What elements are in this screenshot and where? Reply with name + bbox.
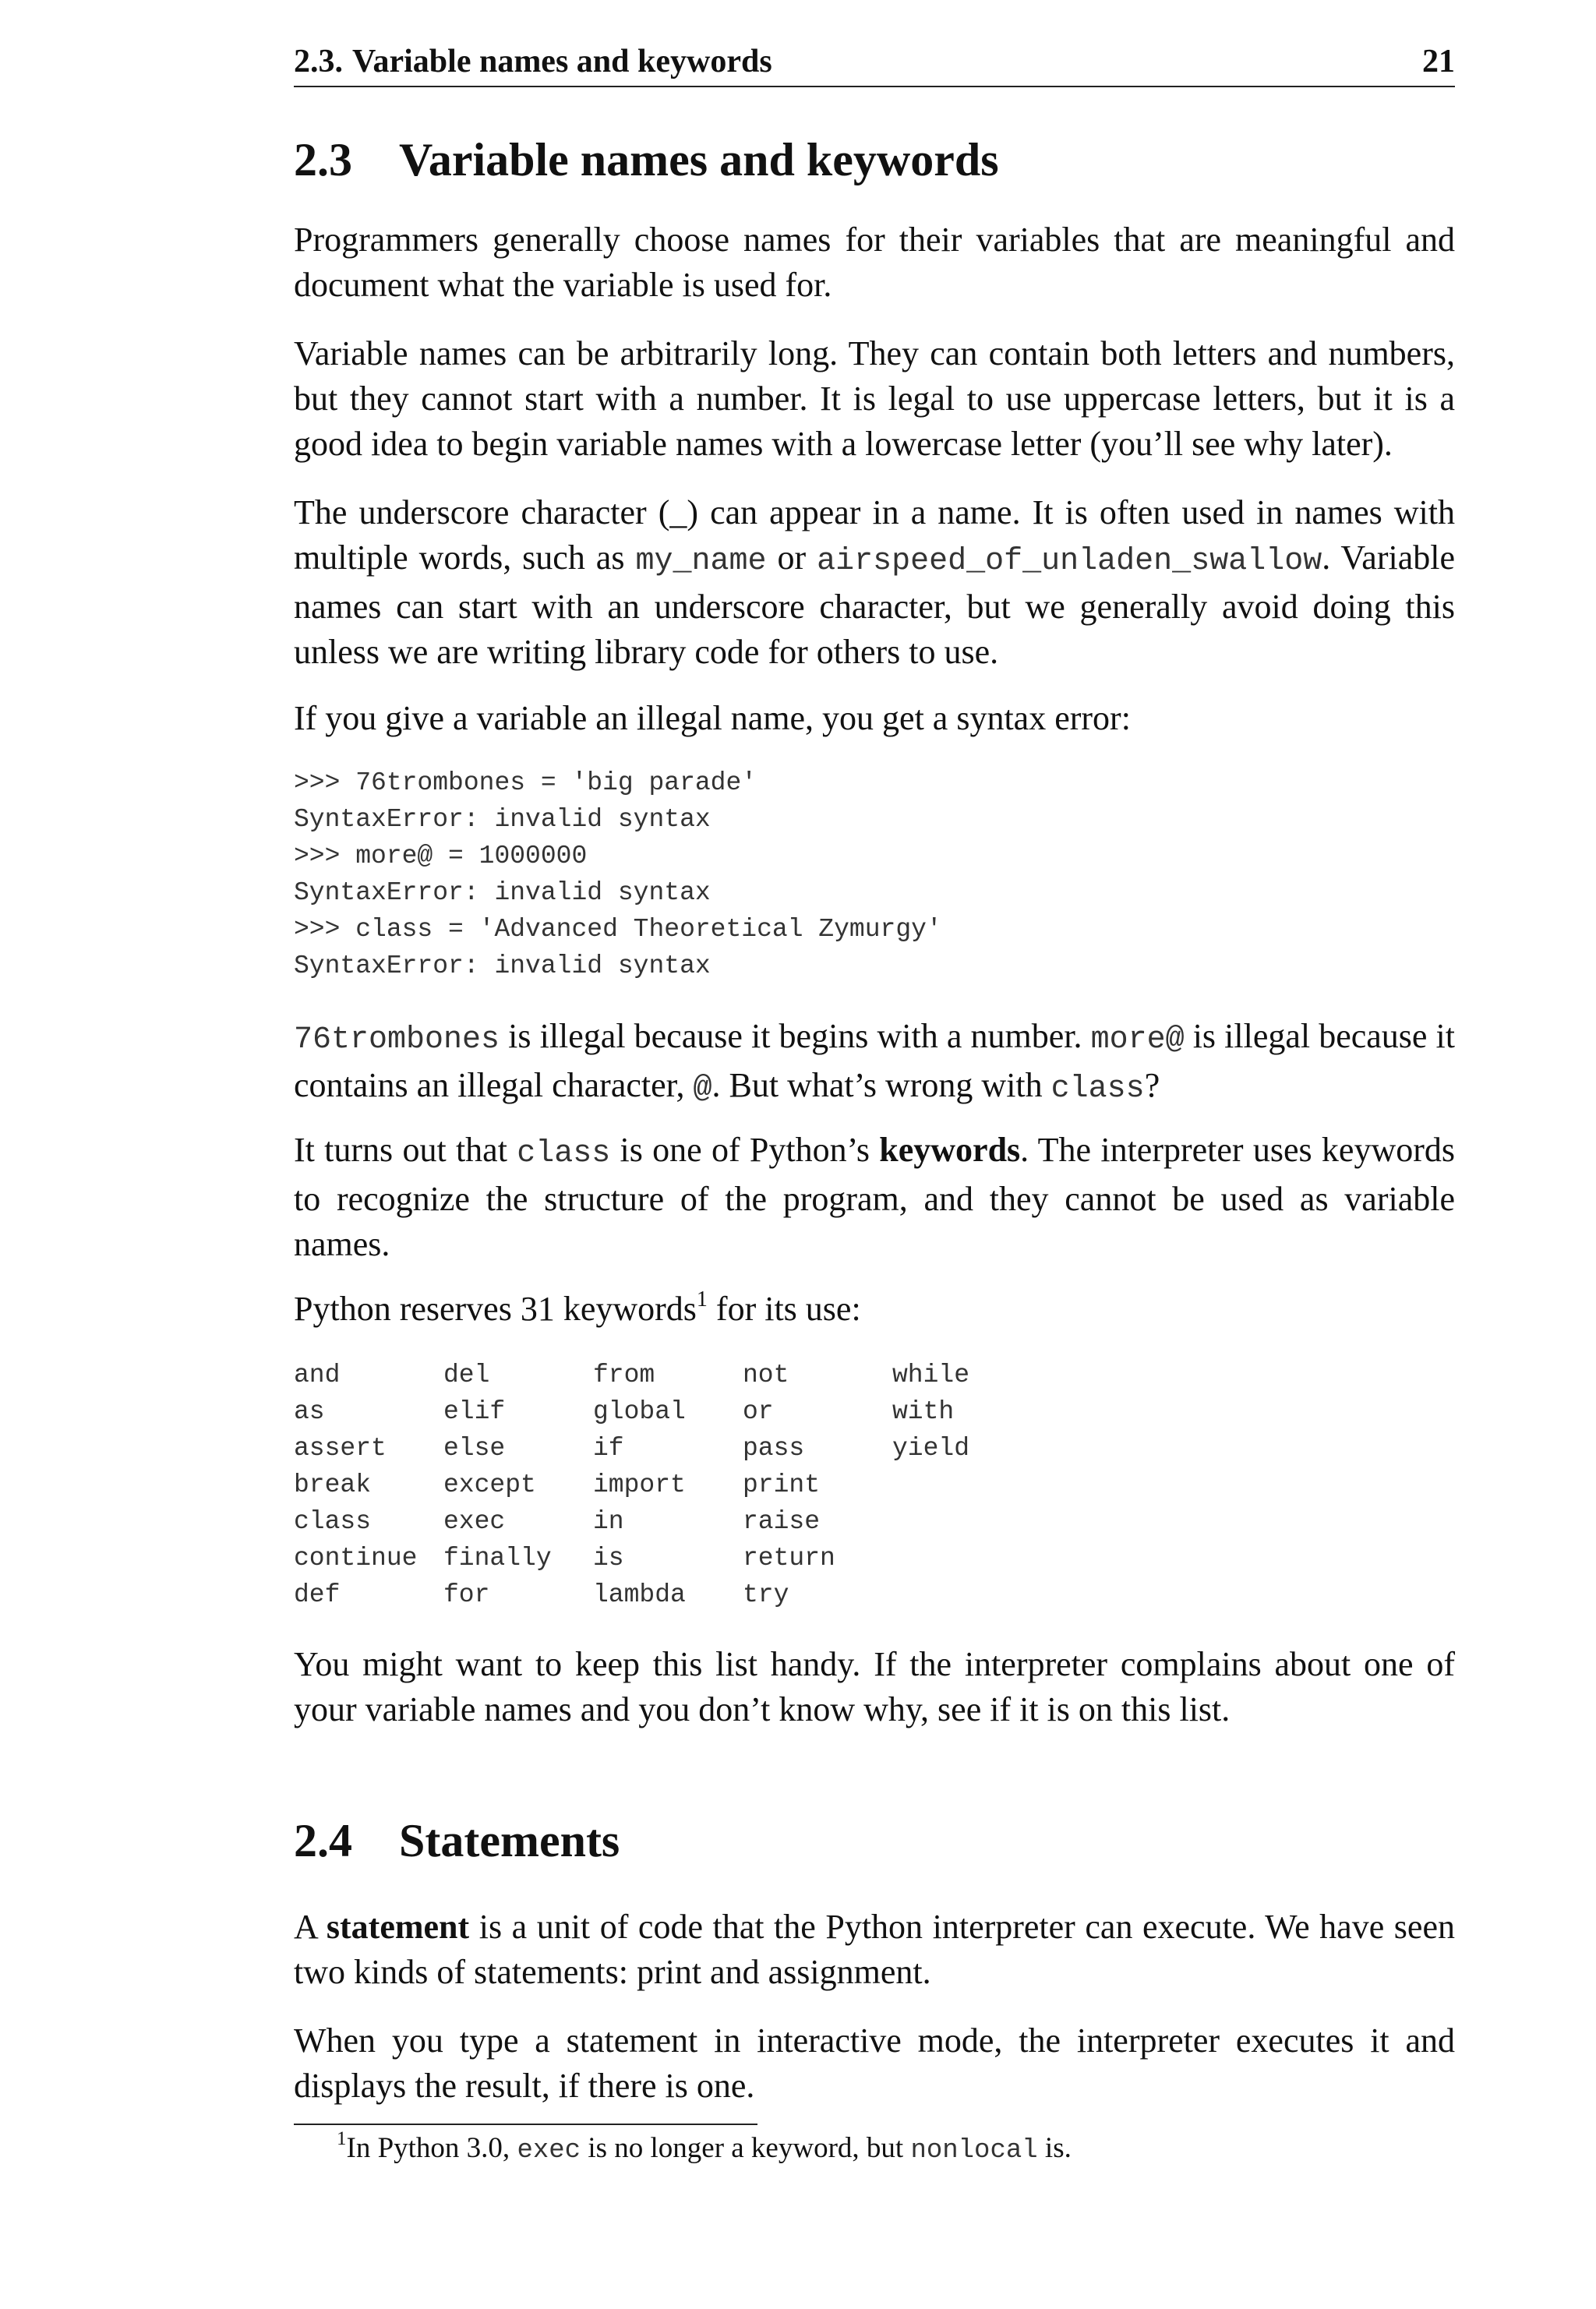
keyword-cell: del <box>443 1361 490 1389</box>
page-number: 21 <box>1422 44 1455 79</box>
keyword-cell: raise <box>743 1507 821 1536</box>
section-title: Statements <box>399 1815 620 1866</box>
section-heading-2-3 <box>294 132 999 187</box>
footnote-rule <box>294 2124 757 2125</box>
keywords-table <box>294 1357 1042 1613</box>
inline-code: 76trombones <box>294 1022 500 1057</box>
keyword-row <box>294 1503 1042 1540</box>
footnote: $^1$In Python 3.0, exec is no longer a keyword, but nonlocal is. <box>337 2128 1072 2166</box>
keyword-row <box>294 1357 1042 1393</box>
bold-term: keywords <box>879 1131 1021 1169</box>
keyword-cell: as <box>294 1397 325 1426</box>
keyword-cell: print <box>743 1470 821 1499</box>
keyword-cell <box>892 1503 1042 1540</box>
keyword-cell: finally <box>443 1544 552 1573</box>
footnote-number: 1 <box>337 2128 347 2149</box>
keyword-row <box>294 1576 1042 1613</box>
paragraph-illegal-explain: 76trombones is illegal because it begins with a number. more@ is illegal because it contains an illegal character, @. But what’s wrong with class? <box>294 1017 1455 1107</box>
keyword-cell: else <box>443 1434 506 1463</box>
keyword-cell <box>892 1576 1042 1613</box>
paragraph-length: Variable names can be arbitrarily long. They can contain both letters and numbers, but they cannot start with a number. It is legal to use uppercase letters, but it is a good idea to begin variable names with a lowercase letter (you’ll see why later). <box>294 334 1455 463</box>
code-example: >>> 76trombones = 'big parade' SyntaxError: invalid syntax >>> more@ = 1000000 SyntaxError: invalid syntax >>> class = 'Advanced Theoretical Zymurgy' SyntaxError: invalid syntax <box>294 768 942 980</box>
paragraph-underscore: The underscore character (_) can appear in a name. It is often used in names with multiple words, such as my_name or airspeed_of_unladen_swallow. Variable names can start with an underscore character, but we generally avoid doing this unless we are writing library code for others to use. <box>294 493 1455 671</box>
inline-code: exec <box>517 2136 581 2166</box>
keyword-cell: break <box>294 1470 372 1499</box>
keyword-cell: import <box>593 1470 686 1499</box>
keyword-cell: assert <box>294 1434 387 1463</box>
keyword-cell: elif <box>443 1397 506 1426</box>
keyword-cell: is <box>593 1544 624 1573</box>
header-section-number: 2.3. <box>294 44 343 79</box>
keyword-cell: exec <box>443 1507 506 1536</box>
keyword-cell: return <box>743 1544 835 1573</box>
keyword-cell <box>892 1540 1042 1576</box>
keyword-cell <box>892 1467 1042 1503</box>
paragraph-reserved: Python reserves 31 keywords$^1$ for its use: <box>294 1287 861 1328</box>
bold-term: statement <box>326 1908 470 1946</box>
keyword-cell: in <box>593 1507 624 1536</box>
paragraph-statement: A statement is a unit of code that the Python interpreter can execute. We have seen two kinds of statements: print and assignment. <box>294 1908 1455 1991</box>
keyword-cell: while <box>892 1361 970 1389</box>
inline-code: my_name <box>635 544 767 579</box>
paragraph-keywords: It turns out that class is one of Python’s keywords. The interpreter uses keywords to recognize the structure of the program, and they cannot be used as variable names. <box>294 1131 1455 1263</box>
header-section <box>294 42 772 81</box>
section-title: Variable names and keywords <box>399 134 999 185</box>
keyword-row <box>294 1540 1042 1576</box>
header-section-title: Variable names and keywords <box>352 44 772 79</box>
keyword-cell: if <box>593 1434 624 1463</box>
keyword-row <box>294 1467 1042 1503</box>
keyword-cell: from <box>593 1361 655 1389</box>
inline-code: class <box>517 1136 611 1171</box>
section-heading-2-4 <box>294 1813 620 1868</box>
keyword-cell: with <box>892 1397 955 1426</box>
keyword-row <box>294 1430 1042 1467</box>
section-number: 2.4 <box>294 1815 352 1866</box>
paragraph-naming: Programmers generally choose names for their variables that are meaningful and document what the variable is used for. <box>294 221 1455 304</box>
paragraph-handy: You might want to keep this list handy. If the interpreter complains about one of your variable names and you don’t know why, see if it is on this list. <box>294 1645 1455 1728</box>
inline-code: nonlocal <box>910 2136 1038 2166</box>
footnote-mark: 1 <box>696 1287 708 1312</box>
inline-code: more@ <box>1090 1022 1185 1057</box>
running-header <box>294 42 1455 87</box>
inline-code: class <box>1050 1072 1145 1107</box>
keyword-row <box>294 1393 1042 1430</box>
keyword-cell: except <box>443 1470 536 1499</box>
keyword-cell: not <box>743 1361 789 1389</box>
keyword-cell: try <box>743 1580 789 1609</box>
keyword-cell: continue <box>294 1544 418 1573</box>
keyword-cell: def <box>294 1580 341 1609</box>
keyword-cell: global <box>593 1397 686 1426</box>
keyword-cell: for <box>443 1580 490 1609</box>
keyword-cell: pass <box>743 1434 805 1463</box>
keyword-cell: yield <box>892 1434 970 1463</box>
paragraph-interactive: When you type a statement in interactive mode, the interpreter executes it and displays the result, if there is one. <box>294 2021 1455 2105</box>
keyword-cell: lambda <box>593 1580 686 1609</box>
inline-code: airspeed_of_unladen_swallow <box>817 544 1322 579</box>
keyword-cell: and <box>294 1361 341 1389</box>
section-number: 2.3 <box>294 134 352 185</box>
keyword-cell: or <box>743 1397 774 1426</box>
paragraph-illegal-intro: If you give a variable an illegal name, you get a syntax error: <box>294 699 1131 737</box>
inline-code: @ <box>693 1072 712 1107</box>
keyword-cell: class <box>294 1507 372 1536</box>
